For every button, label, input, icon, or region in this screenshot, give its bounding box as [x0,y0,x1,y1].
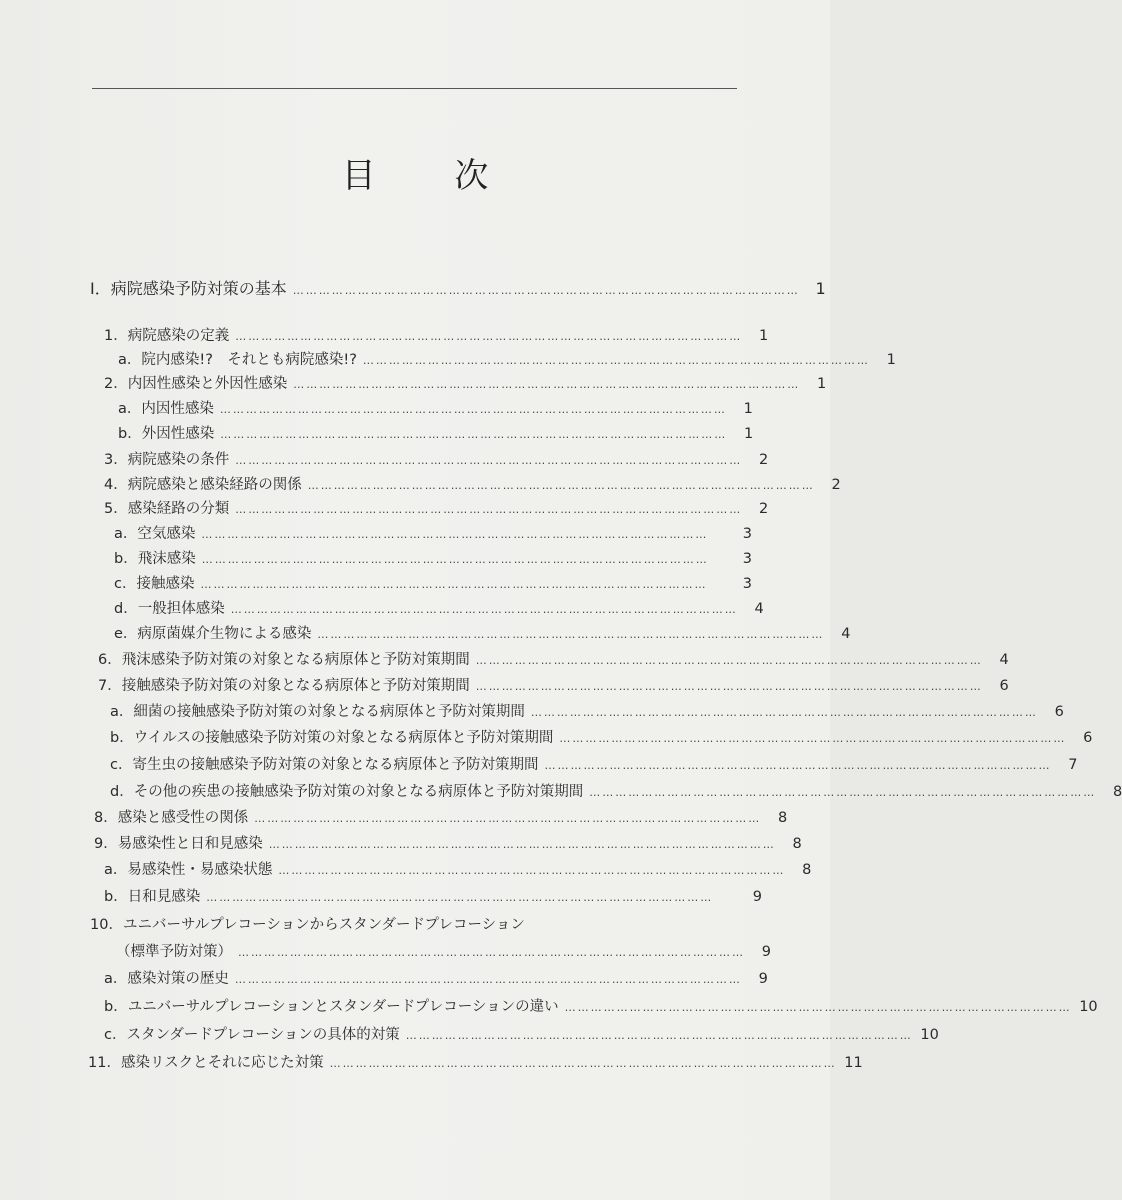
toc-label: 5．感染経路の分類 [104,501,230,517]
header-rule [92,88,737,89]
toc-page: 10 [1079,999,1098,1015]
toc-label: c．スタンダードプレコーションの具体的対策 [104,1027,400,1043]
toc-leader: ……………………………………………………………………………………………………… [235,330,743,343]
toc-page: 4 [841,626,851,642]
toc-entry [110,726,1093,750]
toc-page: 8 [802,862,812,878]
toc-leader: ……………………………………………………………………………………………………… [564,1001,1072,1014]
toc-entry [104,473,841,497]
toc-label: 4．病院感染と感染経路の関係 [104,477,302,493]
toc-entry [104,858,812,882]
toc-page: 1 [743,426,754,442]
toc-leader: ……………………………………………………………………………………………………… [329,1057,837,1070]
toc-page: 10 [920,1027,939,1043]
toc-page: 8 [1112,784,1122,800]
toc-page: 6 [999,678,1009,694]
toc-page: 11 [844,1055,863,1071]
toc-page: 9 [758,971,768,987]
toc-leader: ……………………………………………………………………………………………………… [200,578,708,591]
toc-label: e．病原菌媒介生物による感染 [114,626,312,642]
toc-entry-heading: 10．ユニバーサルプレコーションからスタンダードプレコーション [90,917,525,933]
toc-label: a．細菌の接触感染予防対策の対象となる病原体と予防対策期間 [110,704,525,720]
toc-entry [114,597,764,621]
toc-leader: ……………………………………………………………………………………………………… [292,284,800,297]
toc-leader: ……………………………………………………………………………………………………… [220,428,728,441]
toc-page: 4 [999,652,1009,668]
toc-label: a．空気感染 [114,526,196,542]
toc-label: 1．病院感染の定義 [104,328,230,344]
toc-entry [94,832,802,856]
toc-entry [104,372,827,396]
toc-page: 7 [1068,757,1078,773]
toc-entry [104,448,769,472]
toc-label: a．易感染性・易感染状態 [104,862,273,878]
toc-page: 8 [778,810,788,826]
toc-leader: ……………………………………………………………………………………………………… [317,628,825,641]
toc-leader: ……………………………………………………………………………………………………… [362,354,870,367]
toc-leader: ……………………………………………………………………………………………………… [230,603,738,616]
toc-page: 9 [752,889,762,905]
toc-leader: ……………………………………………………………………………………………………… [544,759,1052,772]
toc-leader: ……………………………………………………………………………………………………… [307,479,815,492]
toc-entry [104,995,1098,1019]
toc-label: a．感染対策の歴史 [104,971,229,987]
toc-page: 1 [817,376,827,392]
toc-label: b．日和見感染 [104,889,201,905]
toc-page: 1 [743,401,753,417]
toc-leader: ……………………………………………………………………………………………………… [589,786,1097,799]
toc-label: c．接触感染 [114,576,195,592]
toc-entry [104,497,769,521]
toc-entry [104,885,762,909]
toc-entry [98,648,1009,672]
toc-label: 2．内因性感染と外因性感染 [104,376,288,392]
toc-label: d．その他の疾患の接触感染予防対策の対象となる病原体と予防対策期間 [110,784,584,800]
toc-page: 3 [742,576,752,592]
toc-entry [104,1023,939,1047]
toc-leader: ……………………………………………………………………………………………………… [235,503,743,516]
toc-entry [110,700,1064,724]
toc-leader: ……………………………………………………………………………………………………… [238,946,745,959]
toc-entry [114,622,851,646]
toc-leader: ……………………………………………………………………………………………………… [201,553,709,566]
toc-entry [118,397,753,421]
toc-page: 8 [792,836,802,852]
toc-leader: ……………………………………………………………………………………………………… [475,680,983,693]
toc-leader: ……………………………………………………………………………………………………… [559,732,1067,745]
toc-label: 9．易感染性と日和見感染 [94,836,263,852]
toc-entry [114,522,752,546]
page-title: 目 次 [341,156,523,196]
toc-entry [114,572,752,596]
toc-page: 2 [759,452,769,468]
toc-entry [118,348,896,372]
toc-page: 3 [742,526,752,542]
toc-leader: ……………………………………………………………………………………………………… [405,1029,913,1042]
toc-page: 2 [831,477,841,493]
toc-label: a．院内感染!? それとも病院感染!? [118,352,357,368]
toc-label: d．一般担体感染 [114,601,225,617]
toc-label: I．病院感染予防対策の基本 [90,279,287,298]
toc-leader: ……………………………………………………………………………………………………… [234,973,742,986]
toc-page: 2 [759,501,769,517]
toc-label: b．ユニバーサルプレコーションとスタンダードプレコーションの違い [104,999,559,1015]
toc-page: 6 [1054,704,1064,720]
toc-page: 6 [1083,730,1093,746]
toc-leader: ……………………………………………………………………………………………………… [268,838,776,851]
toc-entry [118,422,754,446]
toc-page: 1 [886,352,896,368]
toc-leader: ……………………………………………………………………………………………………… [219,403,727,416]
toc-entry [110,780,1122,804]
toc-entry [104,324,769,348]
toc-leader: ……………………………………………………………………………………………………… [475,654,983,667]
toc-leader: ……………………………………………………………………………………………………… [278,864,786,877]
toc-entry [110,753,1078,777]
toc-entry [94,806,788,830]
toc-entry [116,940,771,964]
toc-leader: ……………………………………………………………………………………………………… [530,706,1038,719]
toc-label: b．ウイルスの接触感染予防対策の対象となる病原体と予防対策期間 [110,730,554,746]
toc-label: c．寄生虫の接触感染予防対策の対象となる病原体と予防対策期間 [110,757,539,773]
toc-label: b．飛沫感染 [114,551,196,567]
toc-label: a．内因性感染 [118,401,214,417]
toc-label: 7．接触感染予防対策の対象となる病原体と予防対策期間 [98,678,470,694]
toc-entry [88,1051,863,1075]
toc-page: 9 [761,944,771,960]
toc-leader: ……………………………………………………………………………………………………… [293,378,801,391]
toc-page: 1 [759,328,769,344]
toc-page: 3 [742,551,752,567]
toc-label: b．外因性感染 [118,426,215,442]
toc-entry-chapter-1 [90,276,826,300]
toc-leader: ……………………………………………………………………………………………………… [235,454,743,467]
toc-label: （標準予防対策） [116,944,232,960]
toc-label: 6．飛沫感染予防対策の対象となる病原体と予防対策期間 [98,652,470,668]
toc-label: 8．感染と感受性の関係 [94,810,249,826]
toc-label: 11．感染リスクとそれに応じた対策 [88,1055,324,1071]
toc-leader: ……………………………………………………………………………………………………… [254,812,762,825]
toc-entry [104,967,768,991]
toc-label: 3．病院感染の条件 [104,452,230,468]
toc-page: 1 [815,279,826,298]
toc-leader: ……………………………………………………………………………………………………… [201,528,709,541]
toc-leader: ……………………………………………………………………………………………………… [206,891,714,904]
toc-entry [114,547,752,571]
toc-entry [98,674,1009,698]
toc-page: 4 [754,601,764,617]
